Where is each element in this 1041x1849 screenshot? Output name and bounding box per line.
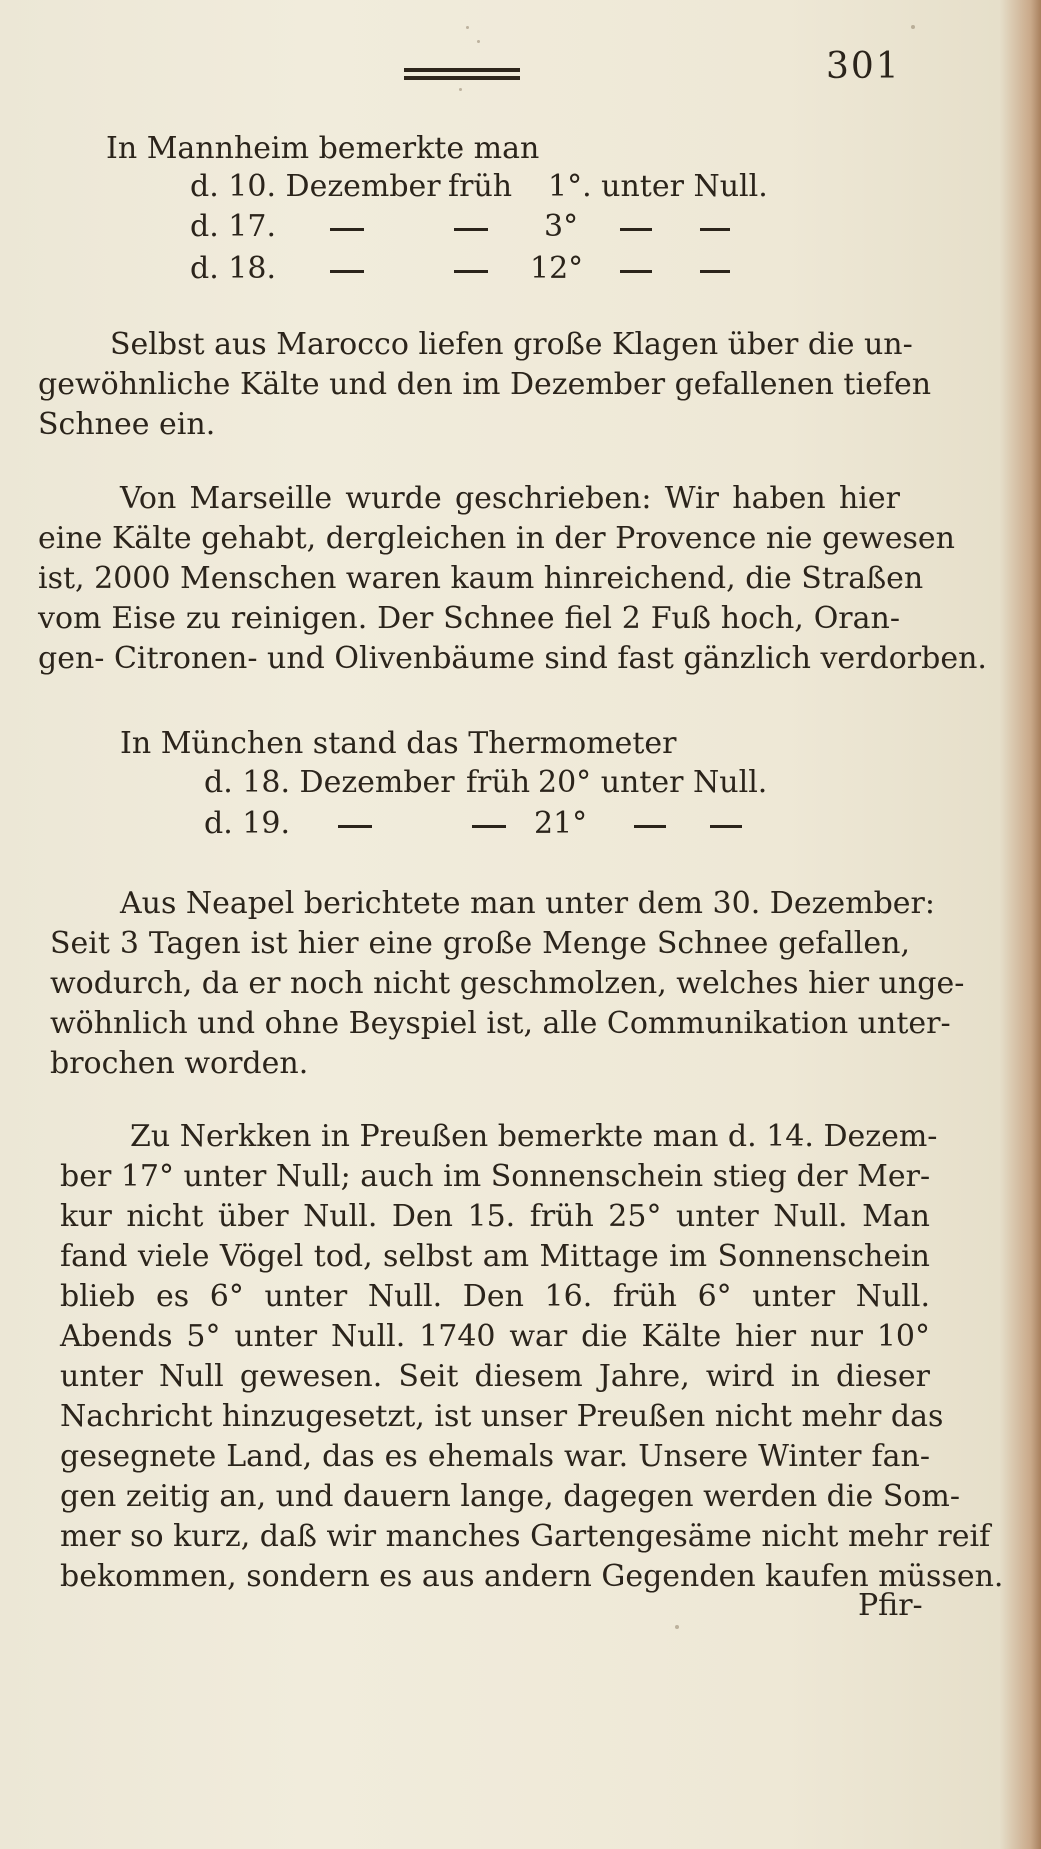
muenchen-row-temp: 20° unter Null.	[538, 765, 768, 800]
muenchen-heading: In München stand das Thermometer	[120, 726, 677, 761]
marseille-line: ist, 2000 Menschen waren kaum hinreichend, die Straßen	[38, 561, 924, 596]
ditto-dash	[634, 825, 666, 828]
marocco-line: Schnee ein.	[38, 407, 216, 442]
nerkken-line: Nachricht hinzugesetzt, ist unser Preußen nicht mehr das	[60, 1399, 944, 1434]
mannheim-row-time: früh	[448, 169, 513, 204]
marseille-line: vom Eise zu reinigen. Der Schnee fiel 2 Fuß hoch, Oran-	[38, 601, 900, 636]
neapel-line: Aus Neapel berichtete man unter dem 30. Dezember:	[120, 886, 935, 921]
marseille-line: Von Marseille wurde geschrieben: Wir haben hier	[120, 481, 900, 516]
paper-speck	[466, 26, 469, 29]
muenchen-row-time: früh	[466, 765, 531, 800]
header-rule-bar	[404, 76, 520, 80]
nerkken-line: gesegnete Land, das es ehemals war. Unsere Winter fan-	[60, 1439, 930, 1474]
paper-speck	[675, 1625, 679, 1629]
mannheim-row-temp: 3°	[544, 209, 579, 244]
nerkken-line: bekommen, sondern es aus andern Gegenden kaufen müssen.	[60, 1559, 1004, 1594]
ditto-dash	[620, 270, 652, 273]
neapel-line: wöhnlich und ohne Beyspiel ist, alle Communikation unter-	[50, 1006, 951, 1041]
mannheim-row-temp: 12°	[530, 251, 584, 286]
marseille-line: gen- Citronen- und Olivenbäume sind fast gänzlich verdorben.	[38, 641, 987, 676]
mannheim-heading: In Mannheim bemerkte man	[106, 131, 540, 166]
ditto-dash	[472, 825, 506, 828]
marocco-line: Selbst aus Marocco liefen große Klagen über die un-	[110, 327, 913, 362]
nerkken-line: blieb es 6° unter Null. Den 16. früh 6° unter Null.	[60, 1279, 930, 1314]
nerkken-line: unter Null gewesen. Seit diesem Jahre, wird in dieser	[60, 1359, 930, 1394]
ditto-dash	[620, 228, 652, 231]
paper-speck	[911, 25, 915, 29]
marocco-line: gewöhnliche Kälte und den im Dezember gefallenen tiefen	[38, 367, 932, 402]
nerkken-line: fand viele Vögel tod, selbst am Mittage im Sonnenschein	[60, 1239, 930, 1274]
ditto-dash	[330, 270, 364, 273]
mannheim-row-date: d. 17.	[190, 209, 276, 244]
ditto-dash	[700, 270, 730, 273]
ditto-dash	[330, 228, 364, 231]
header-rule-bar	[404, 68, 520, 72]
nerkken-line: gen zeitig an, und dauern lange, dagegen werden die Som-	[60, 1479, 960, 1514]
nerkken-line: Zu Nerkken in Preußen bemerkte man d. 14. Dezem-	[130, 1119, 938, 1154]
marseille-line: eine Kälte gehabt, dergleichen in der Provence nie gewesen	[38, 521, 955, 556]
nerkken-line: mer so kurz, daß wir manches Gartengesäme nicht mehr reif	[60, 1519, 991, 1554]
mannheim-row-date: d. 18.	[190, 251, 276, 286]
paper-speck	[477, 40, 480, 43]
muenchen-row-date: d. 18. Dezember	[204, 765, 455, 800]
mannheim-row-date: d. 10. Dezember	[190, 169, 441, 204]
nerkken-line: kur nicht über Null. Den 15. früh 25° unter Null. Man	[60, 1199, 930, 1234]
ditto-dash	[454, 270, 488, 273]
header-double-rule	[404, 68, 520, 82]
mannheim-row-temp: 1°. unter Null.	[548, 169, 768, 204]
page-number: 301	[826, 46, 901, 87]
muenchen-row-date: d. 19.	[204, 806, 290, 841]
nerkken-line: ber 17° unter Null; auch im Sonnenschein stieg der Mer-	[60, 1159, 931, 1194]
nerkken-line: Abends 5° unter Null. 1740 war die Kälte hier nur 10°	[60, 1319, 930, 1354]
ditto-dash	[338, 825, 372, 828]
ditto-dash	[454, 228, 488, 231]
ditto-dash	[700, 228, 730, 231]
ditto-dash	[710, 825, 742, 828]
neapel-line: Seit 3 Tagen ist hier eine große Menge Schnee gefallen,	[50, 926, 910, 961]
muenchen-row-temp: 21°	[534, 806, 588, 841]
catchword: Pfir-	[858, 1588, 923, 1623]
neapel-line: wodurch, da er noch nicht geschmolzen, welches hier unge-	[50, 966, 965, 1001]
paper-speck	[459, 88, 462, 91]
neapel-line: brochen worden.	[50, 1046, 309, 1081]
